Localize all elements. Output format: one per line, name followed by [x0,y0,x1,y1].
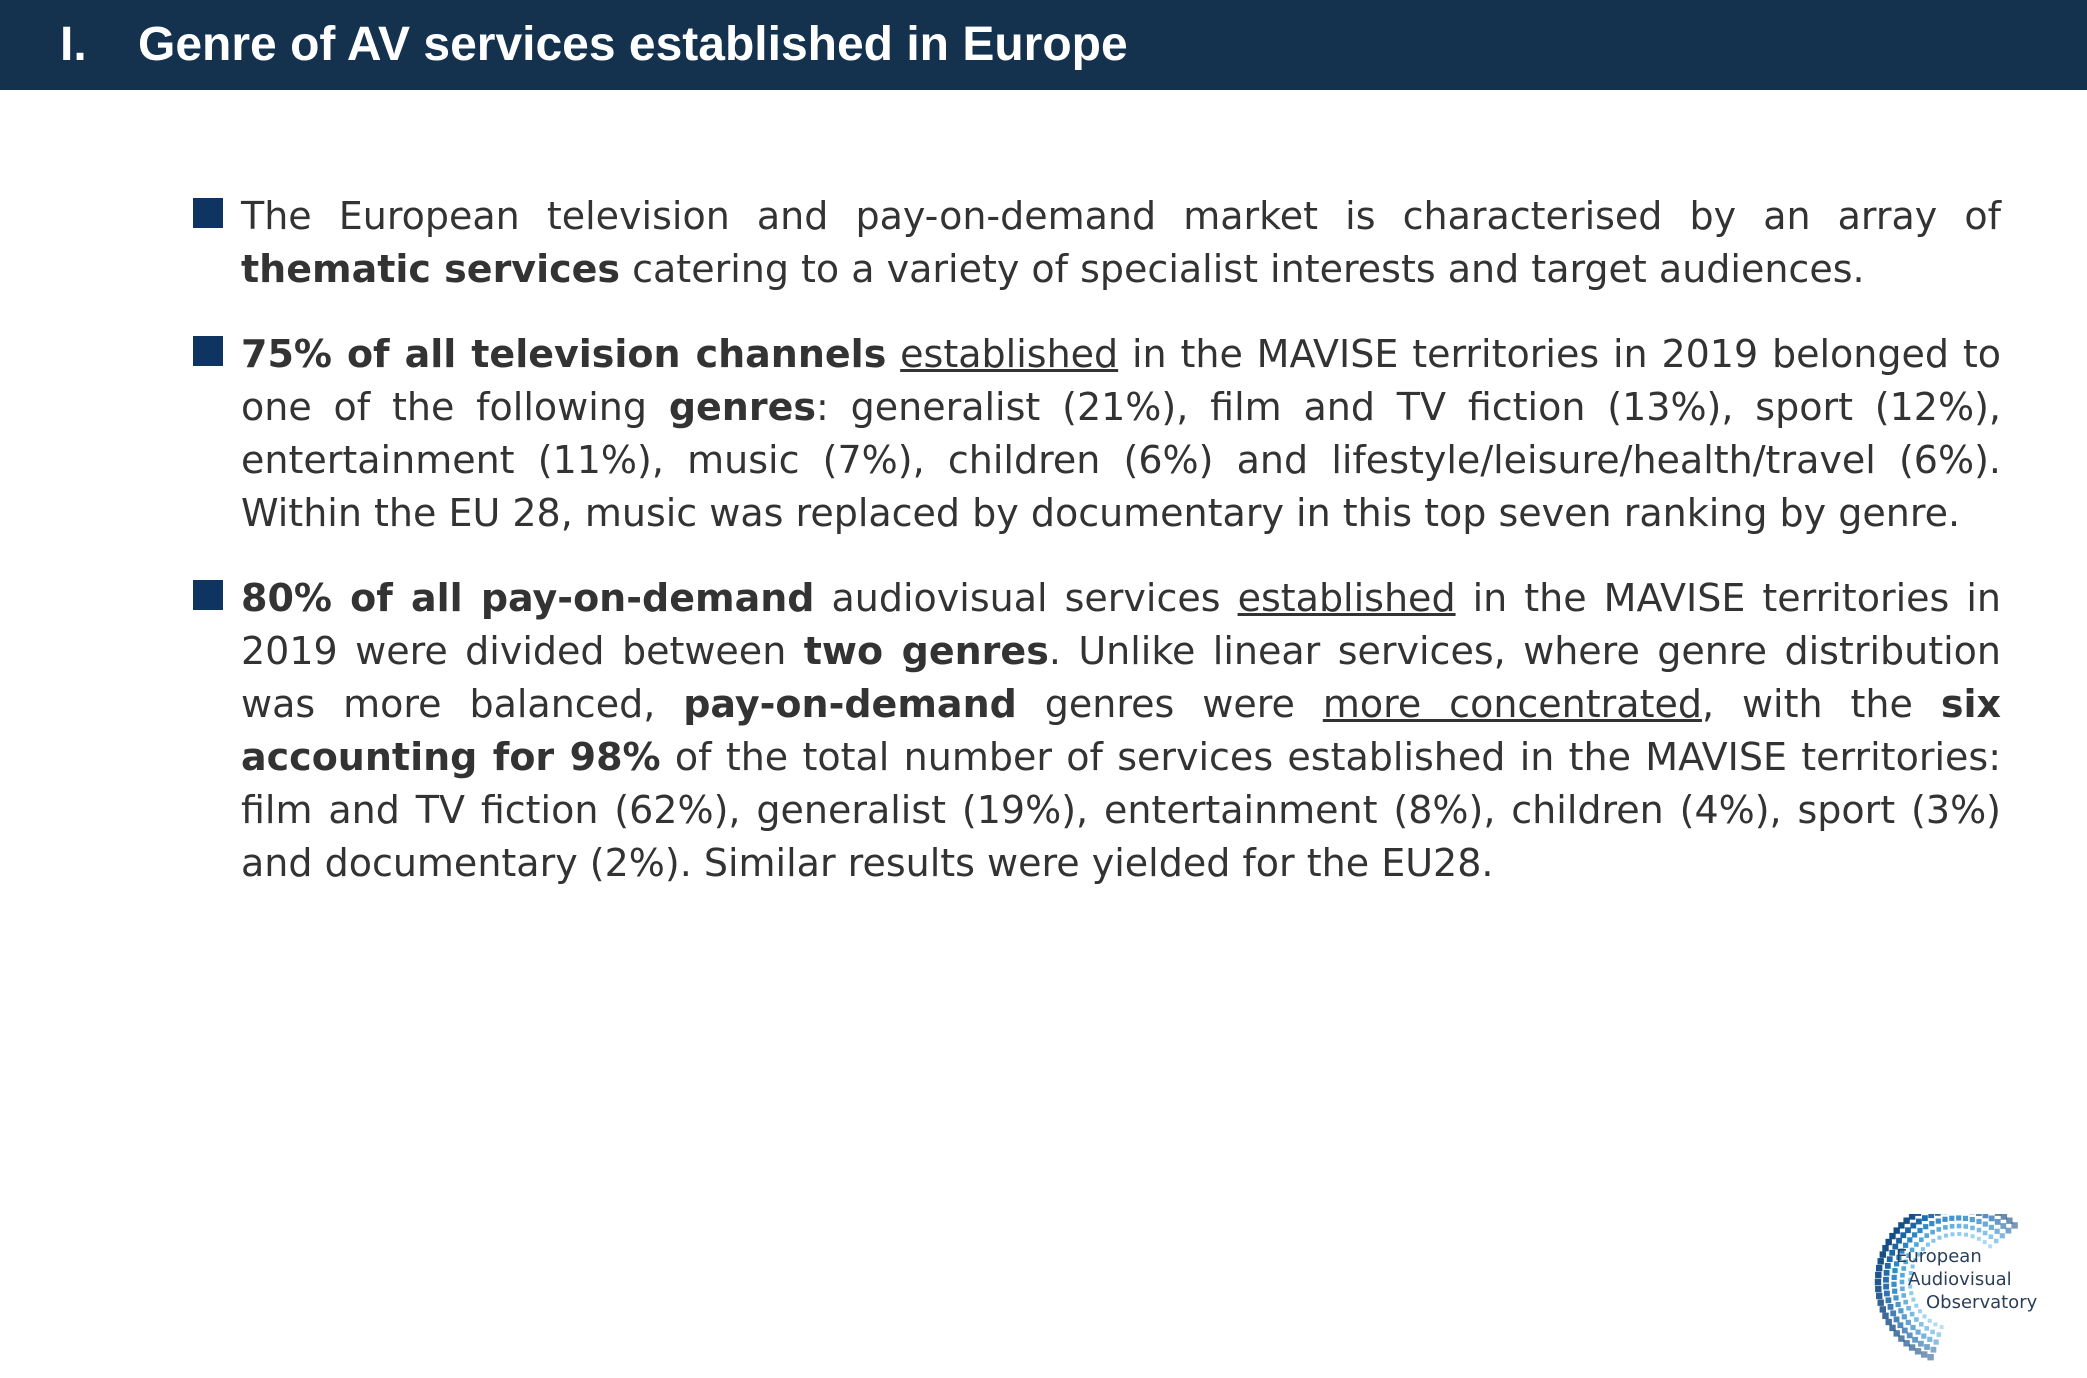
bullet-text [241,572,2001,890]
logo-line-3: Observatory [1926,1292,2038,1313]
header-bar [0,0,2087,90]
text-run: , with the [1701,682,1941,726]
bullet-item [193,572,2001,890]
bold-text: pay-on-demand [683,682,1017,726]
section-number: I. [60,18,87,71]
bold-text: two genres [803,629,1049,673]
page-title: Genre of AV services established in Europe [138,18,1128,71]
bullet-list [193,190,2001,922]
bold-text: 75% of all television channels [241,332,887,376]
logo-line-2: Audiovisual [1908,1269,2012,1290]
bullet-item [193,328,2001,540]
text-run: audiovisual services [814,576,1238,620]
underlined-text: established [900,332,1119,376]
observatory-logo [1846,1214,2046,1364]
logo-line-1: European [1896,1246,1982,1267]
text-run: : generalist (21%), film and TV fiction (13%), sport (12%), entertainment (11%), music (7%), children (6%) and lifestyle/leisure/health/travel (6%). Within the EU 28, music was replaced by documentary in this top seven ranking by genre. [241,385,2001,535]
text-run: in the MAVISE territories in 2019 belonged to one of the following [241,332,2001,429]
bullet-square-icon [193,580,223,610]
bold-text: 80% of all pay-on-demand [241,576,815,620]
text-run: . Unlike linear services, where genre distribution was more balanced, [241,629,2001,726]
bold-text: thematic services [241,247,621,291]
bullet-text [241,190,2001,296]
underlined-text: established [1237,576,1456,620]
text-run: catering to a variety of specialist interests and target audiences. [620,247,1865,291]
text-run: genres were [1016,682,1323,726]
bullet-square-icon [193,198,223,228]
bold-text: genres [668,385,816,429]
bullet-square-icon [193,336,223,366]
bold-text: six accounting for 98% [241,682,2001,779]
text-run [886,332,900,376]
text-run: The European television and pay-on-demand market is characterised by an array of [241,194,2001,238]
text-run: in the MAVISE territories in 2019 were divided between [241,576,2001,673]
text-run: of the total number of services established in the MAVISE territories: film and TV fiction (62%), generalist (19%), entertainment (8%), children (4%), sport (3%) and documentary (2%). Similar results were yielded for the EU28. [241,735,2001,885]
bullet-text [241,328,2001,540]
underlined-text: more concentrated [1322,682,1702,726]
bullet-item [193,190,2001,296]
